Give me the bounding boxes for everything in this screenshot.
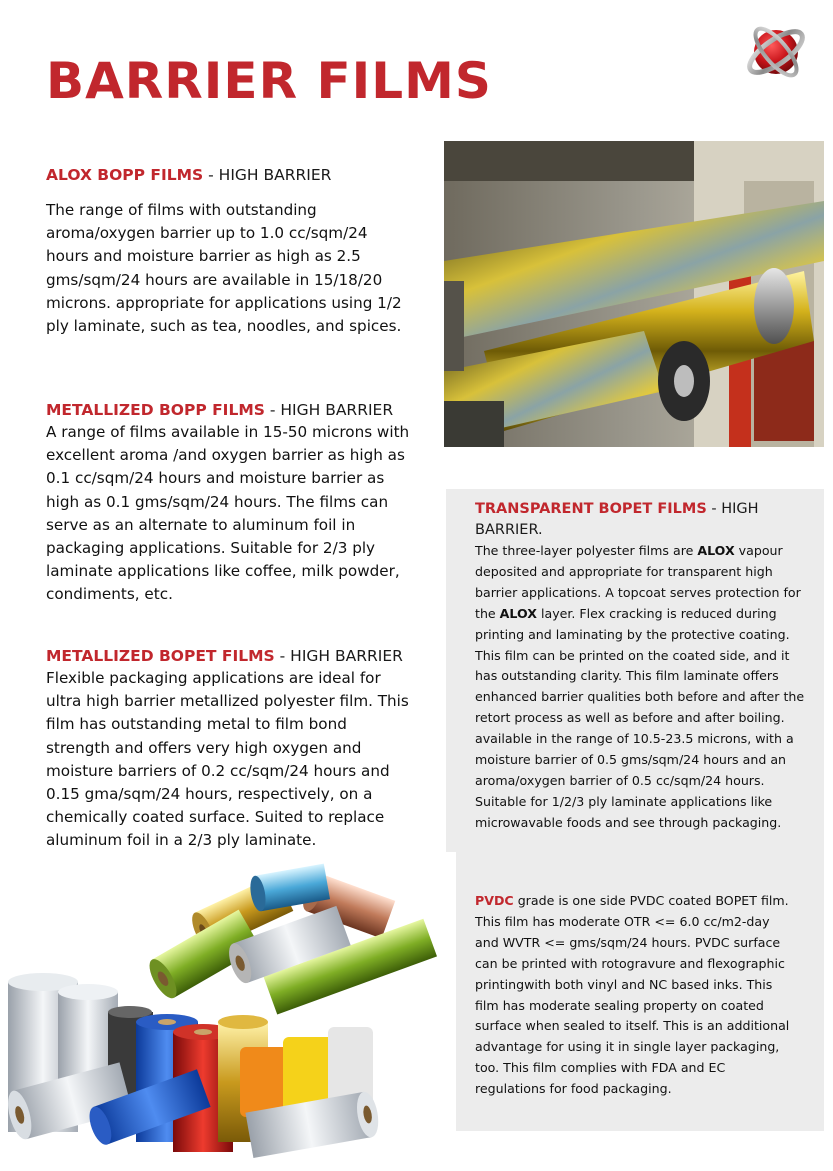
section-heading bbox=[475, 499, 805, 541]
section-name: ALOX BOPP FILMS bbox=[46, 166, 204, 184]
body-text: vapour deposited and appropriate for transparent high barrier applications. A topcoat serves protection for the bbox=[475, 543, 801, 621]
section-body bbox=[475, 541, 805, 834]
section-heading bbox=[46, 164, 414, 186]
section-transparent-bopet bbox=[475, 499, 805, 834]
alox-emphasis: ALOX bbox=[697, 543, 735, 558]
section-pvdc bbox=[475, 891, 790, 1100]
alox-emphasis: ALOX bbox=[499, 605, 537, 621]
section-suffix: - HIGH BARRIER bbox=[203, 166, 332, 184]
section-body: A range of films available in 15-50 microns with excellent aroma /and oxygen barrier as high as 0.1 cc/sqm/24 hours and moisture barrier as high as 0.1 gms/sqm/24 hours. The films can serve as an alternate to aluminum foil in packaging applications. Suitable for 2/3 ply laminate applications like coffee, milk powder, condiments, etc. bbox=[46, 423, 410, 604]
section-name: TRANSPARENT BOPET FILMS bbox=[475, 501, 707, 517]
film-machine-photo bbox=[444, 141, 824, 447]
section-metallized-bopet bbox=[46, 645, 414, 853]
body-text: layer. Flex cracking is reduced during printing and laminating by the protective coating. This film can be printed on the coated side, and it has outstanding clarity. This film laminate offers enhanced barrier qualities both before and after the retort process as well as before and after boiling. available in the range of 10.5-23.5 microns, with a moisture barrier of 0.5 gms/sqm/24 hours and an aroma/oxygen barrier of 0.5 cc/sqm/24 hours. Suitable for 1/2/3 ply laminate applications like microwavable foods and see through packaging. bbox=[475, 605, 805, 830]
section-suffix: - HIGH BARRIER bbox=[274, 647, 403, 665]
section-name: PVDC bbox=[475, 893, 514, 908]
section-body bbox=[475, 891, 790, 1100]
page-title: BARRIER FILMS bbox=[46, 52, 492, 110]
section-heading bbox=[46, 399, 414, 421]
body-text: grade is one side PVDC coated BOPET film. This film has moderate OTR <= 6.0 cc/m2-day and WVTR <= gms/sqm/24 hours. PVDC surface can be printed with rotogravure and flexographic printingwith both vinyl and NC based inks. This film has moderate sealing property on coated surface when sealed to itself. This is an additional advantage for using it in single layer packaging, too. This film complies with FDA and EC regulations for food packaging. bbox=[475, 893, 790, 1097]
section-suffix: - HIGH BARRIER bbox=[264, 401, 394, 419]
body-text: The three-layer polyester films are bbox=[475, 543, 698, 558]
section-metallized-bopp bbox=[46, 399, 414, 607]
info-panel bbox=[446, 489, 824, 1131]
section-heading bbox=[46, 645, 414, 667]
section-suffix: - HIGH BARRIER. bbox=[475, 501, 759, 538]
section-body: Flexible packaging applications are ideal for ultra high barrier metallized polyester film. This film has outstanding metal to film bond strength and offers very high oxygen and moisture barriers of 0.2 cc/sqm/24 hours and 0.15 gma/sqm/24 hours, respectively, on a chemically coated surface. Suited to replace aluminum foil in a 2/3 ply laminate. bbox=[46, 669, 409, 850]
globe-ring-logo-icon bbox=[740, 16, 810, 86]
section-alox-bopp bbox=[46, 164, 414, 338]
section-name: METALLIZED BOPP FILMS bbox=[46, 401, 265, 419]
section-body: The range of films with outstanding aroma/oxygen barrier up to 1.0 cc/sqm/24 hours and moisture barrier as high as 2.5 gms/sqm/24 hours are available in 15/18/20 microns. appropriate for applications using 1/2 ply laminate, such as tea, noodles, and spices. bbox=[46, 201, 402, 336]
film-rolls-photo bbox=[8, 852, 456, 1164]
section-name: METALLIZED BOPET FILMS bbox=[46, 647, 275, 665]
